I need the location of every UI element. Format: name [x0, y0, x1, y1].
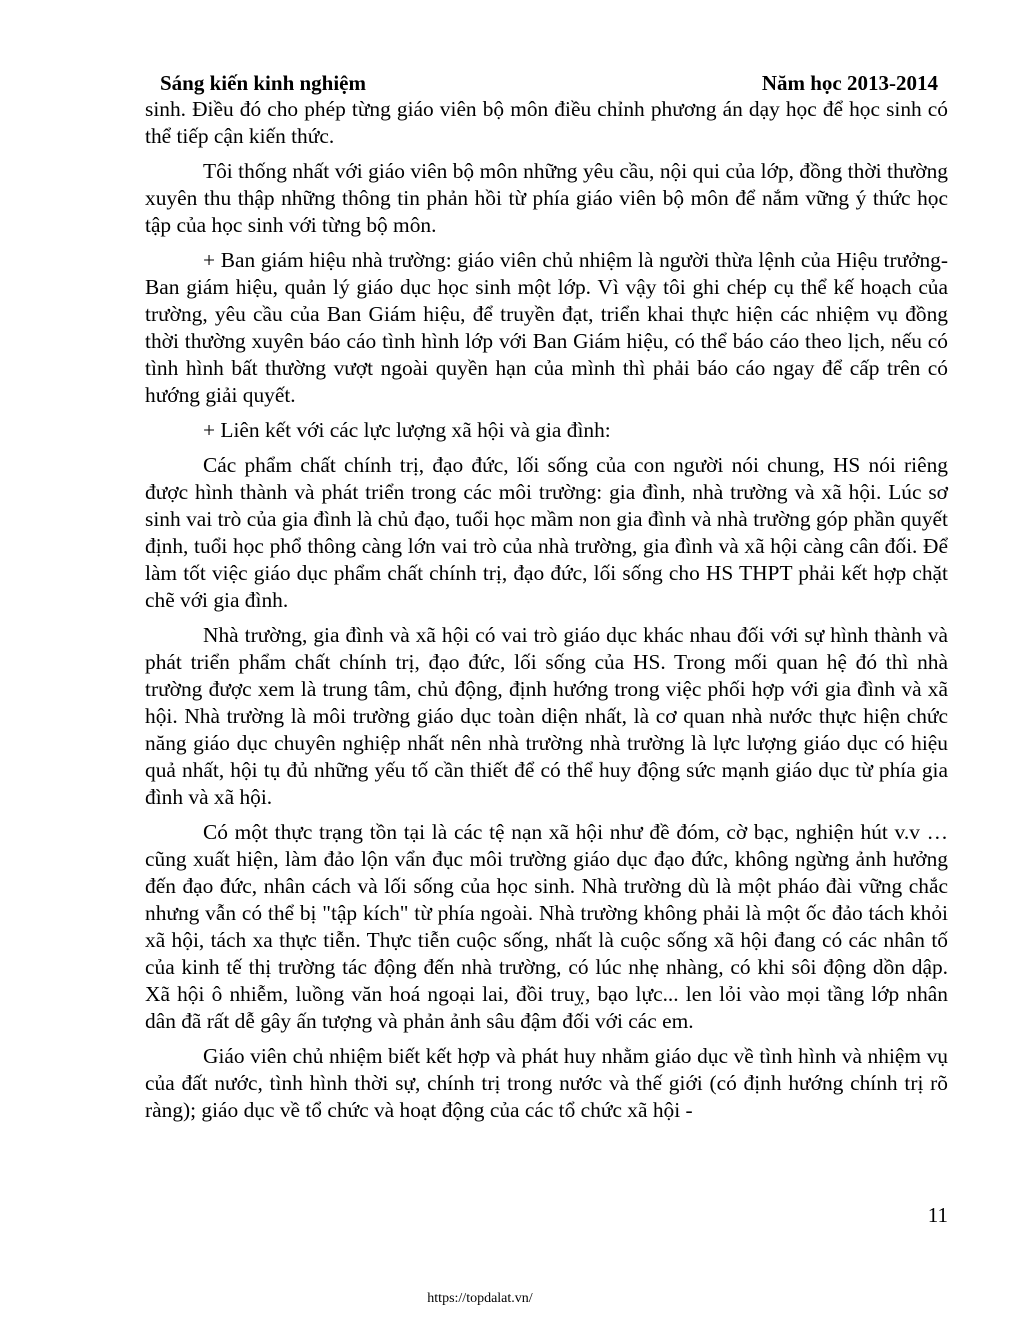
paragraph: Các phẩm chất chính trị, đạo đức, lối sống của con người nói chung, HS nói riêng được hình thành và phát triển trong các môi trường: gia đình, nhà trường và xã hội. Lúc sơ sinh vai trò của gia đình là chủ đạo, tuổi học mầm non gia đình và nhà trường góp phần quyết định, tuổi học phổ thông càng lớn vai trò của nhà trường, gia đình và xã hội càng cân đối. Để làm tốt việc giáo dục phẩm chất chính trị, đạo đức, lối sống cho HS THPT phải kết hợp chặt chẽ với gia đình.	[145, 453, 948, 612]
paragraph: Giáo viên chủ nhiệm biết kết hợp và phát huy nhằm giáo dục về tình hình và nhiệm vụ của đất nước, tình hình thời sự, chính trị trong nước và thế giới (có định hướng chính trị rõ ràng); giáo dục về tổ chức và hoạt động của các tổ chức xã hội -	[145, 1044, 948, 1122]
paragraph: sinh. Điều đó cho phép từng giáo viên bộ môn điều chỉnh phương án dạy học để học sinh có thể tiếp cận kiến thức.	[145, 97, 948, 148]
paragraph: Nhà trường, gia đình và xã hội có vai trò giáo dục khác nhau đối với sự hình thành và phát triển phẩm chất chính trị, đạo đức, lối sống của HS. Trong mối quan hệ đó thì nhà trường được xem là trung tâm, chủ động, định hướng trong việc phối hợp với gia đình và xã hội. Nhà trường là môi trường giáo dục toàn diện nhất, là cơ quan nhà nước thực hiện chức năng giáo dục chuyên nghiệp nhất nên nhà trường nhà trường là lực lượng giáo dục có hiệu quả nhất, hội tụ đủ những yếu tố cần thiết để có thể huy động sức mạnh giáo dục từ phía gia đình và xã hội.	[145, 623, 948, 809]
paragraph: Có một thực trạng tồn tại là các tệ nạn xã hội như đề đóm, cờ bạc, nghiện hút v.v … cũng xuất hiện, làm đảo lộn vẩn đục môi trường giáo dục đạo đức, không ngừng ảnh hưởng đến đạo đức, nhân cách và lối sống của học sinh. Nhà trường dù là một pháo đài vững chắc nhưng vẫn có thể bị "tập kích" từ phía ngoài. Nhà trường không phải là một ốc đảo tách khỏi xã hội, tách xa thực tiễn. Thực tiễn cuộc sống, nhất là cuộc sống xã hội đang có các nhân tố của kinh tế thị trường tác động đến nhà trường, có lúc nhẹ nhàng, có khi sôi động dồn dập. Xã hội ô nhiễm, luồng văn hoá ngoại lai, đồi truỵ, bạo lực... len lỏi vào mọi tầng lớp nhân dân đã rất dễ gây ấn tượng và phản ảnh sâu đậm đối với các em.	[145, 820, 948, 1033]
document-body	[145, 96, 948, 1132]
paragraph: + Liên kết với các lực lượng xã hội và gia đình:	[203, 418, 611, 442]
header-school-year: Năm học 2013-2014	[761, 71, 938, 95]
paragraph: Tôi thống nhất với giáo viên bộ môn những yêu cầu, nội qui của lớp, đồng thời thường xuyên thu thập những thông tin phản hồi từ phía giáo viên bộ môn để nắm vững ý thức học tập của học sinh với từng bộ môn.	[145, 159, 948, 237]
header-title: Sáng kiến kinh nghiệm	[160, 71, 367, 95]
paragraph: + Ban giám hiệu nhà trường: giáo viên chủ nhiệm là người thừa lệnh của Hiệu trưởng- Ban giám hiệu, quản lý giáo dục học sinh một lớp. Vì vậy tôi ghi chép cụ thể kế hoạch của trường, yêu cầu của Ban Giám hiệu, để truyền đạt, triển khai thực hiện các nhiệm vụ đồng thời thường xuyên báo cáo tình hình lớp với Ban Giám hiệu, có thể báo cáo theo lịch, nếu có tình hình bất thường vượt ngoài quyền hạn của mình thì phải báo cáo ngay để cấp trên có hướng giải quyết.	[145, 248, 948, 407]
footer-url[interactable]: https://topdalat.vn/	[427, 1291, 533, 1306]
page-number: 11	[927, 1203, 948, 1227]
